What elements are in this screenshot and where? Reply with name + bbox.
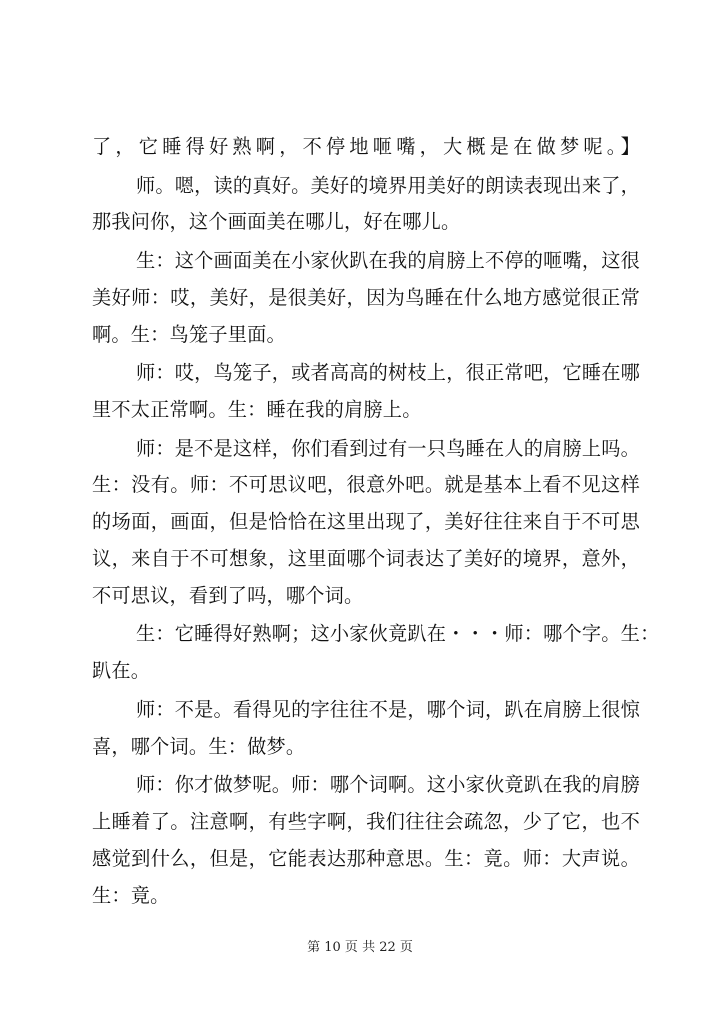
text-line: 啊。生：鸟笼子里面。 — [92, 322, 286, 346]
text-line: 师：不是。看得见的字往往不是，哪个词，趴在肩膀上很惊 — [136, 697, 641, 721]
page-number-footer: 第 10 页 共 22 页 — [307, 940, 413, 955]
text-line: 了，它睡得好熟啊，不停地咂嘴，大概是在做梦呢。】 — [92, 135, 640, 158]
text-line: 生：没有。师：不可思议吧，很意外吧。就是基本上看不见这样 — [92, 473, 640, 497]
text-line: 那我问你，这个画面美在哪儿，好在哪儿。 — [92, 210, 461, 234]
text-line: 师：是不是这样，你们看到过有一只鸟睡在人的肩膀上吗。 — [136, 436, 641, 460]
text-line: 师：哎，鸟笼子，或者高高的树枝上，很正常吧，它睡在哪 — [136, 361, 641, 385]
text-line: 生：它睡得好熟啊；这小家伙竟趴在・・・师：哪个字。生： — [136, 622, 660, 646]
text-line: 上睡着了。注意啊，有些字啊，我们往往会疏忽，少了它，也不 — [92, 809, 640, 833]
text-line: 议，来自于不可想象，这里面哪个词表达了美好的境界，意外， — [92, 546, 640, 570]
text-line: 生：竟。 — [92, 883, 170, 907]
text-line: 的场面，画面，但是恰恰在这里出现了，美好往往来自于不可思 — [92, 510, 640, 534]
text-line: 喜，哪个词。生：做梦。 — [92, 734, 306, 758]
text-line: 里不太正常啊。生：睡在我的肩膀上。 — [92, 397, 422, 421]
text-line: 生：这个画面美在小家伙趴在我的肩膀上不停的咂嘴，这很 — [136, 248, 641, 272]
text-line: 不可思议，看到了吗，哪个词。 — [92, 583, 364, 607]
text-line: 感觉到什么，但是，它能表达那种意思。生：竟。师：大声说。 — [92, 846, 640, 870]
text-line: 趴在。 — [92, 659, 151, 683]
text-line: 师。嗯，读的真好。美好的境界用美好的朗读表现出来了， — [136, 173, 641, 197]
text-line: 美好师：哎，美好，是很美好，因为鸟睡在什么地方感觉很正常 — [92, 285, 640, 309]
document-body — [92, 129, 660, 914]
text-line: 师：你才做梦呢。师：哪个词啊。这小家伙竟趴在我的肩膀 — [136, 773, 641, 797]
